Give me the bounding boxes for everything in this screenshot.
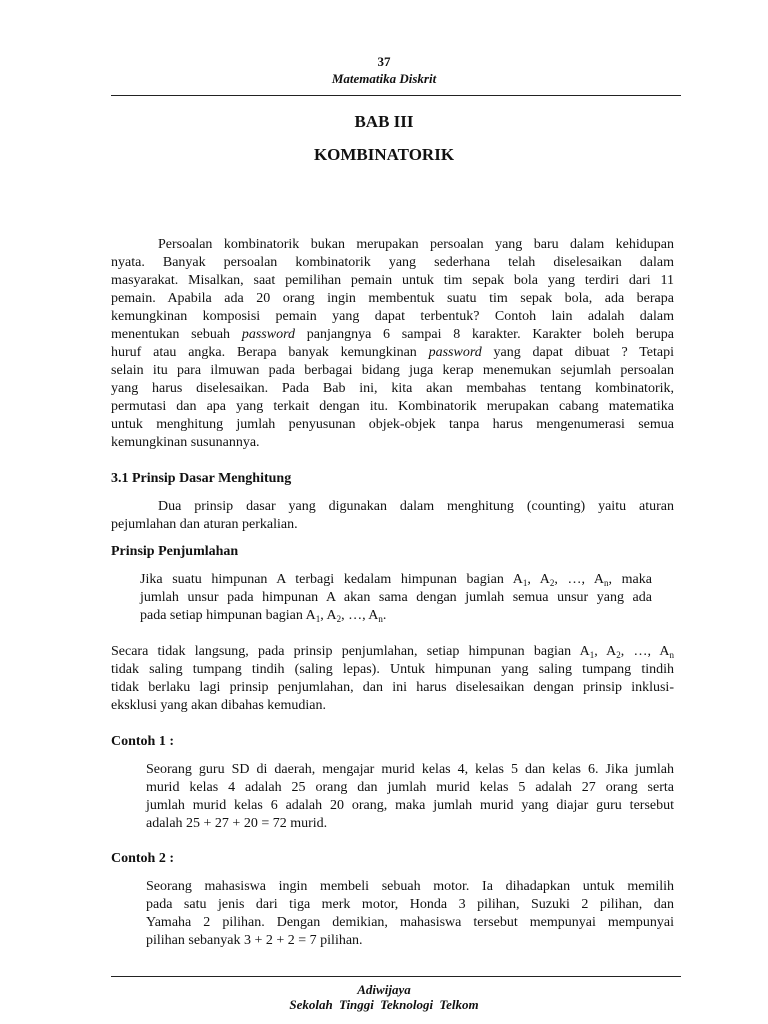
text: , maka bbox=[608, 572, 652, 587]
example-2-heading: Contoh 2 : bbox=[111, 851, 175, 866]
example-line: pada satu jenis dari tiga merk motor, Honda 3 pilihan, Suzuki 2 pilihan, dan bbox=[146, 897, 674, 912]
intro-line: pemain. Apabila ada 20 orang ingin membentuk suatu tim sepak bola, ada berapa bbox=[111, 291, 674, 306]
subscript: 1 bbox=[522, 578, 528, 588]
intro-line: kemungkinan komposisi pemain yang dapat terbentuk? Contoh lain adalah dalam bbox=[111, 309, 674, 324]
intro-line: yang harus diselesaikan. Pada Bab ini, kita akan membahas tentang kombinatorik, bbox=[111, 381, 674, 396]
header-rule bbox=[111, 95, 681, 96]
example-line: jumlah murid kelas 6 adalah 20 orang, maka jumlah murid yang diajar guru tersebut bbox=[146, 798, 674, 813]
running-header-title: Matematika Diskrit bbox=[331, 71, 437, 86]
section-heading: 3.1 Prinsip Dasar Menghitung bbox=[111, 471, 292, 486]
footer-rule bbox=[111, 976, 681, 977]
example-line: Seorang guru SD di daerah, mengajar murid kelas 4, kelas 5 dan kelas 6. Jika jumlah bbox=[146, 762, 674, 777]
intro-line: kemungkinan susunannya. bbox=[111, 435, 260, 450]
intro-italic-term: password bbox=[428, 345, 482, 360]
intro-line: nyata. Banyak persoalan kombinatorik yang sederhana telah diselesaikan dalam bbox=[111, 255, 674, 270]
footer-author: Adiwijaya bbox=[357, 982, 411, 997]
text: , …, A bbox=[341, 608, 379, 623]
example-line: adalah 25 + 27 + 20 = 72 murid. bbox=[146, 816, 328, 831]
example-line: Yamaha 2 pilihan. Dengan demikian, mahasiswa tersebut mempunyai mempunyai bbox=[146, 915, 674, 930]
example-1-body bbox=[146, 761, 674, 833]
example-line: Seorang mahasiswa ingin membeli sebuah motor. Ia dihadapkan untuk memilih bbox=[146, 879, 674, 894]
subscript: n bbox=[669, 650, 675, 660]
note-paragraph bbox=[111, 643, 674, 715]
subscript: n bbox=[604, 578, 609, 588]
note-line: tidak saling tumpang tindih (saling lepas). Untuk himpunan yang saling tumpang tindih bbox=[111, 662, 674, 677]
text: , A bbox=[320, 608, 337, 623]
text: , A bbox=[527, 572, 550, 587]
intro-line: permutasi dan apa yang terkait dengan itu. Kombinatorik merupakan cabang matematika bbox=[111, 399, 674, 414]
note-line: tidak berlaku lagi prinsip penjumlahan, dan ini harus diselesaikan dengan prinsip inklusi- bbox=[111, 680, 674, 695]
intro-text: panjangnya 6 sampai 8 karakter. Karakter boleh berupa bbox=[295, 327, 675, 342]
definition-line bbox=[140, 607, 652, 625]
section-paragraph bbox=[111, 498, 674, 534]
subsection-heading: Prinsip Penjumlahan bbox=[111, 544, 239, 559]
intro-line: Persoalan kombinatorik bukan merupakan persoalan yang baru dalam kehidupan bbox=[158, 237, 674, 252]
intro-italic-term: password bbox=[241, 327, 295, 342]
intro-text: menentukan sebuah bbox=[111, 327, 242, 342]
intro-text: huruf atau angka. Berapa banyak kemungkinan bbox=[111, 345, 429, 360]
intro-line: untuk menghitung jumlah penyusunan objek-objek tanpa harus mengenumerasi semua bbox=[111, 417, 674, 432]
section-line: pejumlahan dan aturan perkalian. bbox=[111, 517, 298, 532]
definition-block bbox=[140, 571, 652, 625]
intro-line bbox=[111, 344, 674, 362]
chapter-number: BAB III bbox=[354, 112, 414, 131]
subscript: n bbox=[378, 614, 383, 624]
text: , …, A bbox=[620, 644, 670, 659]
subscript: 1 bbox=[315, 614, 321, 624]
intro-paragraph bbox=[111, 236, 674, 452]
footer-institution: Sekolah Tinggi Teknologi Telkom bbox=[289, 997, 479, 1012]
subscript: 2 bbox=[549, 578, 555, 588]
definition-line: jumlah unsur pada himpunan A akan sama dengan jumlah semua unsur yang ada bbox=[140, 590, 652, 605]
intro-text: yang dapat dibuat ? Tetapi bbox=[481, 345, 674, 360]
text: , …, A bbox=[554, 572, 605, 587]
example-1-heading: Contoh 1 : bbox=[111, 734, 175, 749]
subscript: 2 bbox=[336, 614, 342, 624]
example-line: murid kelas 4 adalah 25 orang dan jumlah murid kelas 5 adalah 27 orang serta bbox=[146, 780, 674, 795]
intro-line bbox=[111, 326, 674, 344]
text: pada setiap himpunan bagian A bbox=[140, 608, 316, 623]
intro-line: masyarakat. Misalkan, saat pemilihan pemain untuk tim sepak bola yang terdiri dari 11 bbox=[111, 273, 674, 288]
subscript: 1 bbox=[589, 650, 595, 660]
text: . bbox=[382, 608, 387, 623]
text: , A bbox=[594, 644, 617, 659]
note-line: eksklusi yang akan dibahas kemudian. bbox=[111, 698, 327, 713]
text: Jika suatu himpunan A terbagi kedalam himpunan bagian A bbox=[140, 572, 523, 587]
note-line bbox=[111, 643, 674, 661]
example-2-body bbox=[146, 878, 674, 950]
definition-line bbox=[140, 571, 652, 589]
text: Secara tidak langsung, pada prinsip penjumlahan, setiap himpunan bagian A bbox=[111, 644, 590, 659]
intro-line: selain itu para ilmuwan pada berbagai bidang juga kerap menemukan sejumlah persoalan bbox=[111, 363, 674, 378]
section-line: Dua prinsip dasar yang digunakan dalam menghitung (counting) yaitu aturan bbox=[158, 499, 674, 514]
subscript: 2 bbox=[616, 650, 621, 660]
chapter-title: KOMBINATORIK bbox=[313, 145, 455, 164]
page-number: 37 bbox=[377, 54, 391, 69]
example-line: pilihan sebanyak 3 + 2 + 2 = 7 pilihan. bbox=[146, 933, 363, 948]
